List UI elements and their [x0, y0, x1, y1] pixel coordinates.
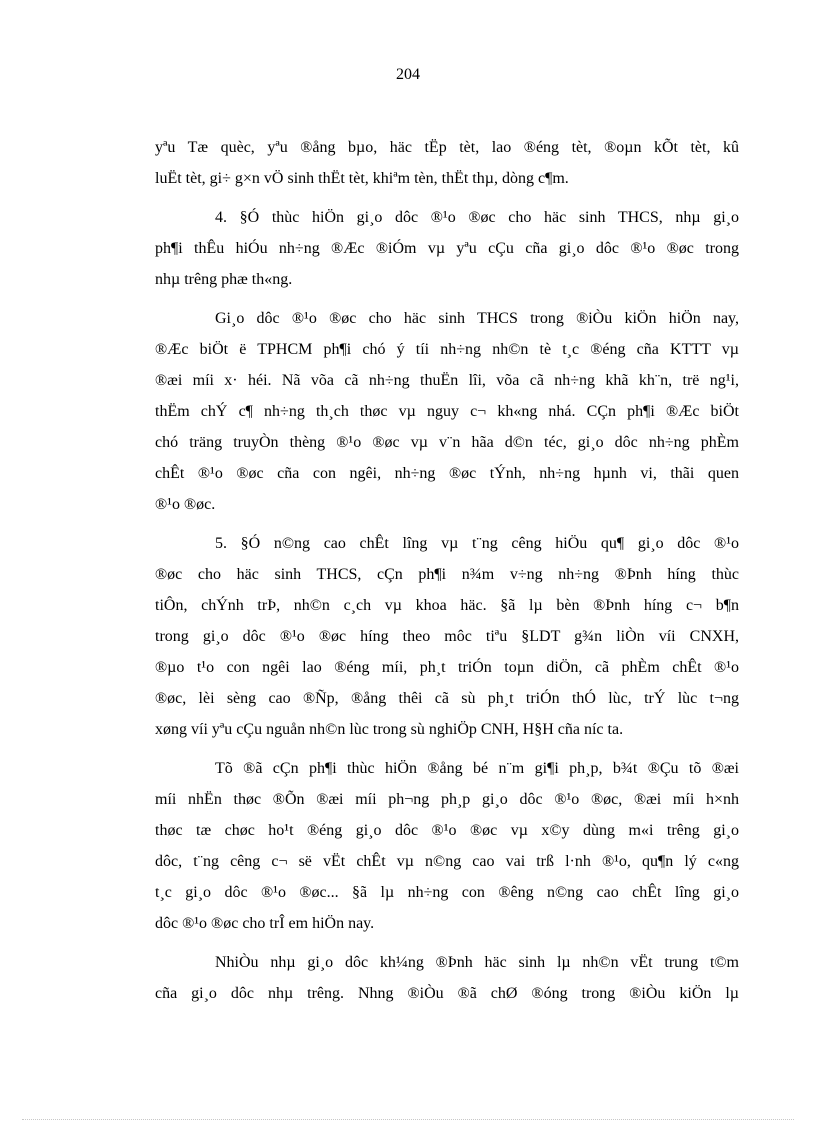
text-line: cña gi¸o dôc nhµ trêng. Nhng ®iÒu ®ã chØ ®óng trong ®iÒu kiÖn lµ: [155, 985, 739, 1002]
text-line: xøng víi yªu cÇu nguån nh©n lùc trong sù nghiÖp CNH, H§H cña níc ta.: [155, 721, 624, 738]
text-line: trong gi¸o dôc ®¹o ®øc híng theo môc tiªu §LDT g¾n liÒn víi CNXH,: [155, 628, 739, 645]
text-line: Gi¸o dôc ®¹o ®øc cho häc sinh THCS trong ®iÒu kiÖn hiÖn nay,: [215, 310, 739, 327]
text-line: chÊt ®¹o ®øc cña con ngêi, nh÷ng ®øc tÝnh, nh÷ng hµnh vi, thãi quen: [155, 465, 739, 482]
text-line: ®¹o ®øc.: [155, 496, 216, 513]
text-line: Tõ ®ã cÇn ph¶i thùc hiÖn ®ång bé n¨m gi¶i ph¸p, b¾t ®Çu tõ ®æi: [215, 760, 739, 777]
text-line: ®µo t¹o con ngêi lao ®éng míi, ph¸t triÓn toµn diÖn, cã phÈm chÊt ®¹o: [155, 659, 739, 676]
text-line: tiÔn, chÝnh trÞ, nh©n c¸ch vµ khoa häc. §ã lµ bèn ®Þnh híng c¬ b¶n: [155, 597, 739, 614]
text-line: NhiÒu nhµ gi¸o dôc kh¼ng ®Þnh häc sinh lµ nh©n vËt trung t©m: [215, 954, 739, 971]
text-line: ®æi míi x· héi. Nã võa cã nh÷ng thuËn lîi, võa cã nh÷ng khã kh¨n, trë ng¹i,: [155, 372, 739, 389]
text-line: thËm chÝ c¶ nh÷ng th¸ch thøc vµ nguy c¬ kh«ng nhá. CÇn ph¶i ®Æc biÖt: [155, 403, 739, 420]
text-line: ph¶i thÊu hiÓu nh÷ng ®Æc ®iÓm vµ yªu cÇu cña gi¸o dôc ®¹o ®øc trong: [155, 240, 739, 257]
text-line: 4. §Ó thùc hiÖn gi¸o dôc ®¹o ®øc cho häc sinh THCS, nhµ gi¸o: [215, 209, 739, 226]
text-line: yªu Tæ quèc, yªu ®ång bµo, häc tËp tèt, lao ®éng tèt, ®oµn kÕt tèt, kû: [155, 139, 739, 156]
text-line: dôc, t¨ng cêng c¬ së vËt chÊt vµ n©ng cao vai trß l·nh ®¹o, qu¶n lý c«ng: [155, 853, 739, 870]
text-line: dôc ®¹o ®øc cho trÎ em hiÖn nay.: [155, 915, 375, 932]
text-line: nhµ trêng phæ th«ng.: [155, 271, 293, 288]
text-line: t¸c gi¸o dôc ®¹o ®øc... §ã lµ nh÷ng con ®êng n©ng cao chÊt lîng gi¸o: [155, 884, 739, 901]
text-line: ®øc, lèi sèng cao ®Ñp, ®ång thêi cã sù ph¸t triÓn thÓ lùc, trÝ lùc t¬ng: [155, 690, 739, 707]
text-line: ®øc cho häc sinh THCS, cÇn ph¶i n¾m v÷ng nh÷ng ®Þnh híng thùc: [155, 566, 739, 583]
page-number: 204: [396, 66, 420, 83]
text-line: thøc tæ chøc ho¹t ®éng gi¸o dôc ®¹o ®øc vµ x©y dùng m«i trêng gi¸o: [155, 822, 739, 839]
text-line: luËt tèt, gi÷ g×n vÖ sinh thËt tèt, khiªm tèn, thËt thµ, dòng c¶m.: [155, 170, 569, 187]
page-bottom-rule: [22, 1119, 794, 1120]
text-line: chó träng truyÒn thèng ®¹o ®øc vµ v¨n hãa d©n téc, gi¸o dôc nh÷ng phÈm: [155, 434, 739, 451]
text-line: 5. §Ó n©ng cao chÊt lîng vµ t¨ng cêng hiÖu qu¶ gi¸o dôc ®¹o: [215, 535, 739, 552]
text-line: ®Æc biÖt ë TPHCM ph¶i chó ý tíi nh÷ng nh©n tè t¸c ®éng cña KTTT vµ: [155, 341, 739, 358]
text-line: míi nhËn thøc ®Õn ®æi míi ph¬ng ph¸p gi¸o dôc ®¹o ®øc, ®æi míi h×nh: [155, 791, 739, 808]
